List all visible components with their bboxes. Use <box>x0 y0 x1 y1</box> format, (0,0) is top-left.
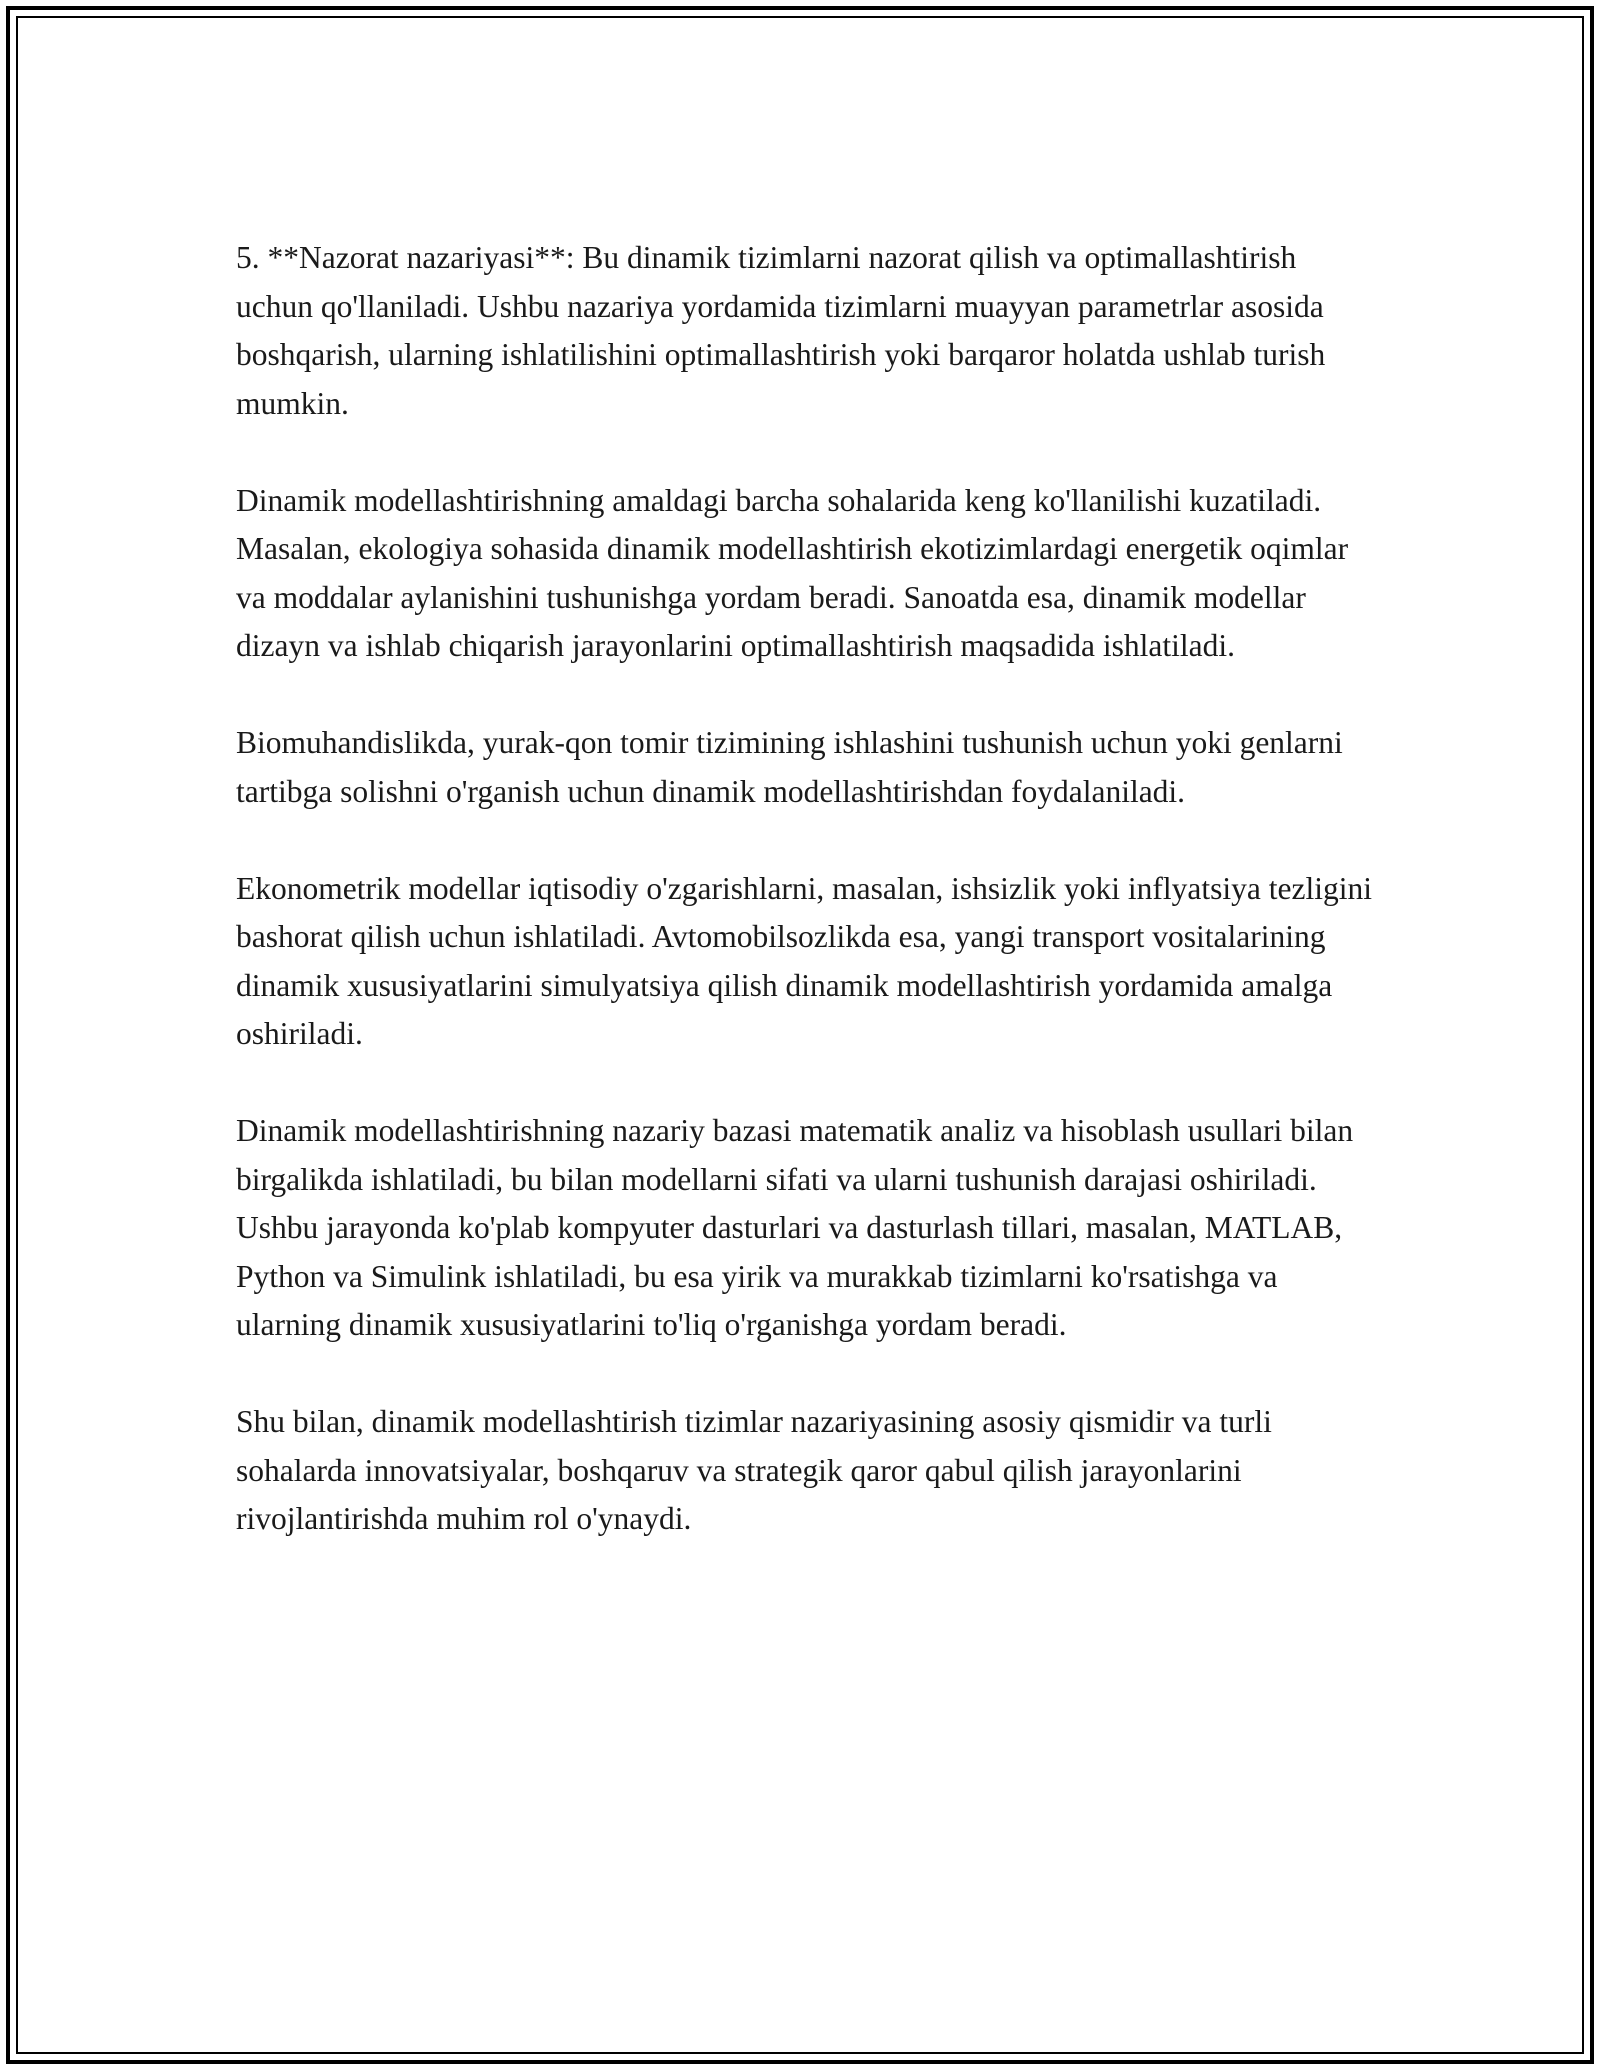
paragraph-nazorat-nazariyasi: 5. **Nazorat nazariyasi**: Bu dinamik tizimlarni nazorat qilish va optimallashtirish uchun qo'llaniladi. Ushbu nazariya yordamida tizimlarni muayyan parametrlar asosida boshqarish, ularning ishlatilishini optimallashtirish yoki barqaror holatda ushlab turish mumkin. <box>236 240 1326 421</box>
paragraph-amaldagi-qollanilishi: Dinamik modellashtirishning amaldagi barcha sohalarida keng ko'llanilishi kuzatiladi. Masalan, ekologiya sohasida dinamik modellashtirish ekotizimlardagi energetik oqimlar va moddalar aylanishini tushunishga yordam beradi. Sanoatda esa, dinamik modellar dizayn va ishlab chiqarish jarayonlarini optimallashtirish maqsadida ishlatiladi. <box>236 482 1349 663</box>
paragraph-nazariy-baza: Dinamik modellashtirishning nazariy bazasi matematik analiz va hisoblash usullari bilan birgalikda ishlatiladi, bu bilan modellarni sifati va ularni tushunish darajasi oshiriladi. Ushbu jarayonda ko'plab kompyuter dasturlari va dasturlash tillari, masalan, MATLAB, Python va Simulink ishlatiladi, bu esa yirik va murakkab tizimlarni ko'rsatishga va ularning dinamik xususiyatlarini to'liq o'rganishga yordam beradi. <box>236 1113 1354 1342</box>
paragraph-ekonometrik-modellar: Ekonometrik modellar iqtisodiy o'zgarishlarni, masalan, ishsizlik yoki inflyatsiya tezligini bashorat qilish uchun ishlatiladi. Avtomobilsozlikda esa, yangi transport vositalarining dinamik xususiyatlarini simulyatsiya qilish dinamik modellashtirish yordamida amalga oshiriladi. <box>236 870 1372 1051</box>
paragraph-biomuhandislik: Biomuhandislikda, yurak-qon tomir tizimining ishlashini tushunish uchun yoki genlarni tartibga solishni o'rganish uchun dinamik modellashtirishdan foydalaniladi. <box>236 725 1343 809</box>
document-body <box>236 234 1376 1544</box>
paragraph-xulosa: Shu bilan, dinamik modellashtirish tizimlar nazariyasining asosiy qismidir va turli sohalarda innovatsiyalar, boshqaruv va strategik qaror qabul qilish jarayonlarini rivojlantirishda muhim rol o'ynaydi. <box>236 1404 1272 1536</box>
